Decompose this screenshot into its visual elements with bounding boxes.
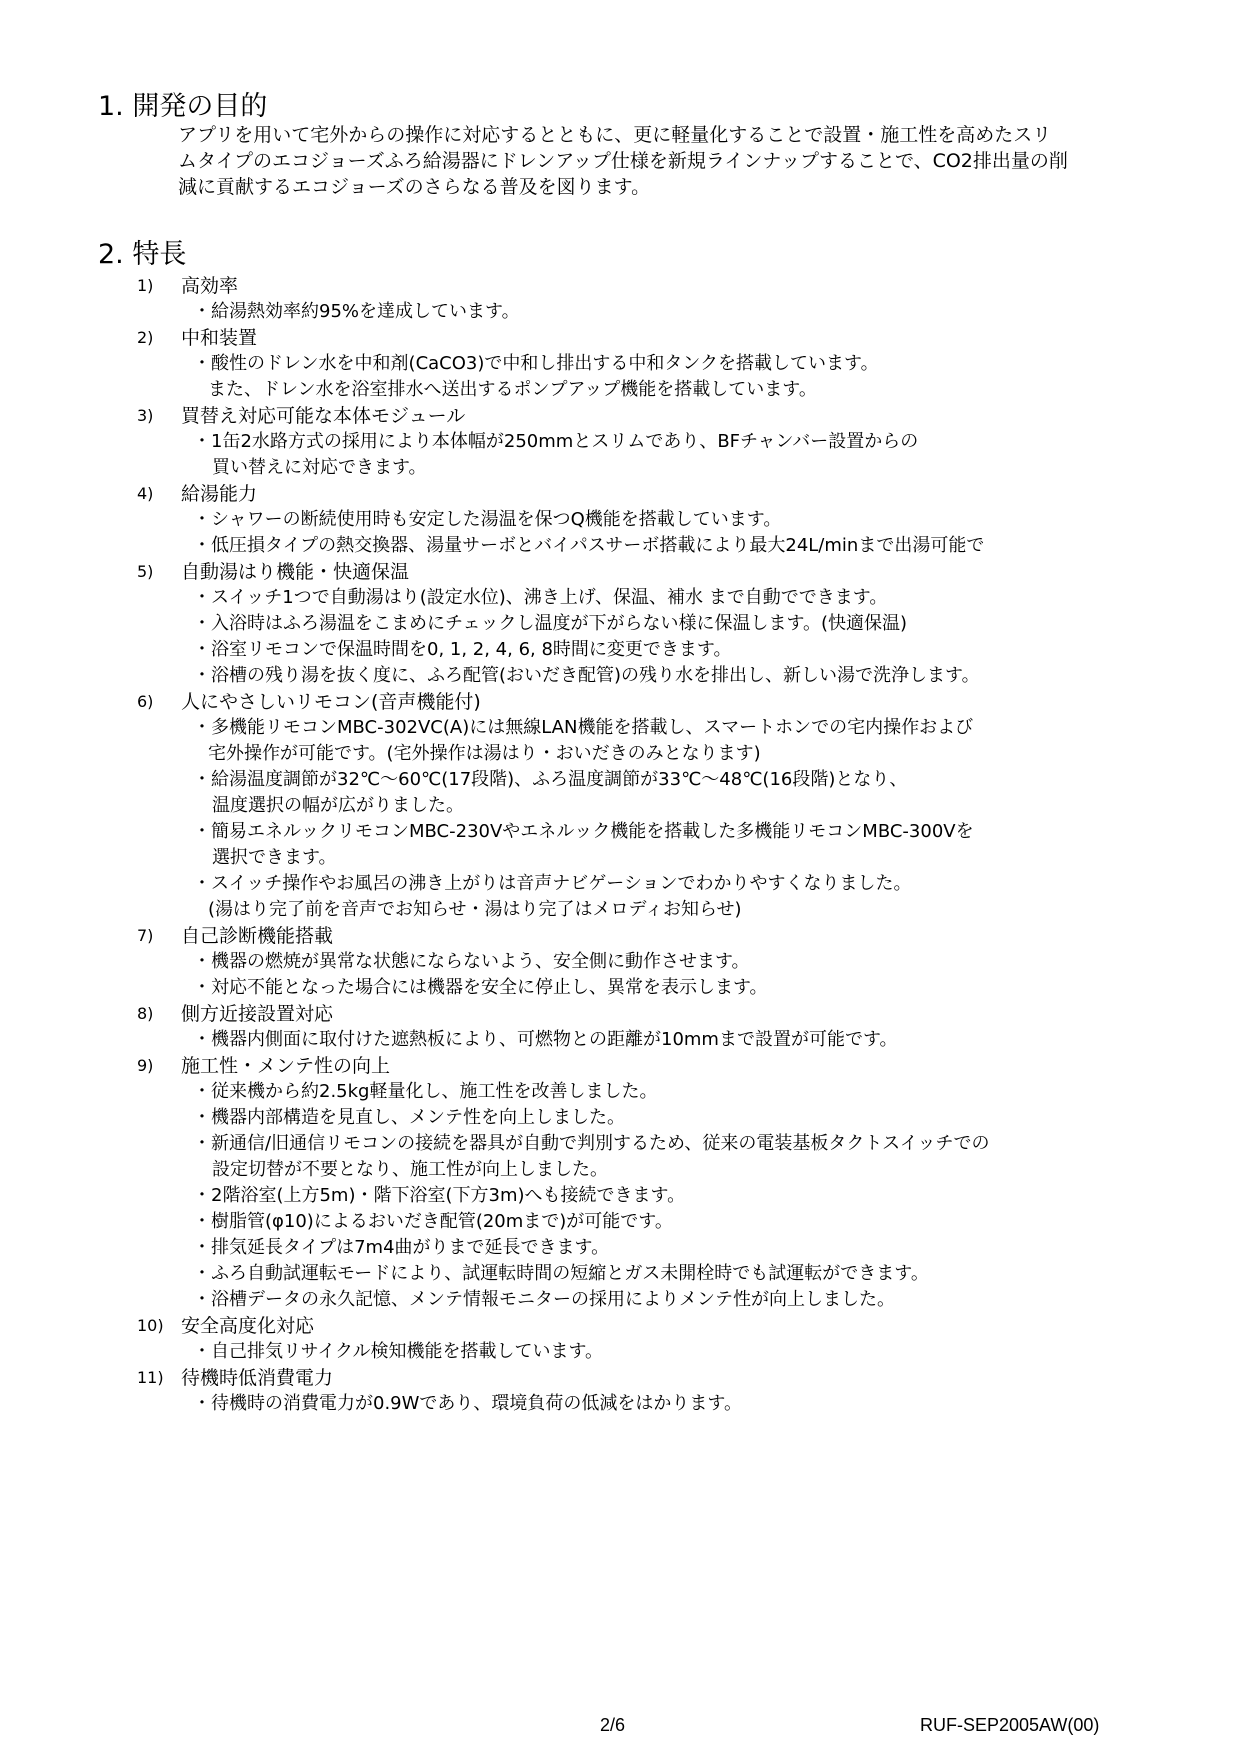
document-code: RUF-SEP2005AW(00) — [920, 1715, 1100, 1735]
bullet-line: ・浴室リモコンで保温時間を0, 1, 2, 4, 6, 8時間に変更できます。 — [193, 639, 732, 660]
bullet-line: ・ふろ自動試運転モードにより、試運転時間の短縮とガス未開栓時でも試運転ができます。 — [193, 1263, 929, 1284]
bullet-line: ・樹脂管(φ10)によるおいだき配管(20mまで)が可能です。 — [193, 1211, 673, 1232]
continuation-line: 温度選択の幅が広がりました。 — [212, 795, 464, 816]
item-title: 施工性・メンテ性の向上 — [181, 1055, 391, 1077]
bullet-line: ・給湯温度調節が32℃～60℃(17段階)、ふろ温度調節が33℃～48℃(16段階)となり、 — [193, 769, 908, 790]
continuation-line: 買い替えに対応できます。 — [212, 457, 427, 478]
bullet-line: ・2階浴室(上方5m)・階下浴室(下方3m)へも接続できます。 — [193, 1185, 686, 1206]
bullet-line: ・機器内部構造を見直し、メンテ性を向上しました。 — [193, 1107, 625, 1128]
bullet-line: ・給湯熱効率約95%を達成しています。 — [193, 301, 520, 322]
bullet-line: ・自己排気リサイクル検知機能を搭載しています。 — [193, 1341, 604, 1362]
bullet-line: ・新通信/旧通信リモコンの接続を器具が自動で判別するため、従来の電装基板タクトスイッチでの — [193, 1133, 990, 1154]
item-title: 待機時低消費電力 — [181, 1367, 334, 1389]
bullet-line: ・従来機から約2.5kg軽量化し、施工性を改善しました。 — [193, 1081, 658, 1102]
bullet-line: ・排気延長タイプは7m4曲がりまで延長できます。 — [193, 1237, 610, 1258]
item-number: 4) — [137, 484, 154, 503]
bullet-line: ・機器の燃焼が異常な状態にならないよう、安全側に動作させます。 — [193, 951, 750, 972]
item-number: 7) — [137, 926, 154, 945]
bullet-line: ・簡易エネルックリモコンMBC-230Vやエネルック機能を搭載した多機能リモコンMBC-300Vを — [193, 821, 974, 842]
item-title: 自己診断機能搭載 — [181, 925, 334, 947]
body-line: ムタイプのエコジョーズふろ給湯器にドレンアップ仕様を新規ラインナップすることで、CO2排出量の削 — [178, 150, 1068, 172]
bullet-line: ・1缶2水路方式の採用により本体幅が250mmとスリムであり、BFチャンバー設置からの — [193, 431, 919, 452]
item-title: 買替え対応可能な本体モジュール — [181, 405, 466, 427]
bullet-line: ・機器内側面に取付けた遮熱板により、可燃物との距離が10mmまで設置が可能です。 — [193, 1029, 898, 1050]
item-number: 8) — [137, 1004, 154, 1023]
section-1-title: 1. 開発の目的 — [98, 91, 268, 122]
bullet-line: ・多機能リモコンMBC-302VC(A)には無線LAN機能を搭載し、スマートホンでの宅内操作および — [193, 717, 974, 738]
body-line: アプリを用いて宅外からの操作に対応するとともに、更に軽量化することで設置・施工性を高めたスリ — [178, 124, 1052, 146]
continuation-line: (湯はり完了前を音声でお知らせ・湯はり完了はメロディお知らせ) — [208, 899, 742, 920]
item-number: 6) — [137, 692, 154, 711]
bullet-line: ・対応不能となった場合には機器を安全に停止し、異常を表示します。 — [193, 977, 768, 998]
item-title: 中和装置 — [181, 327, 258, 349]
item-number: 11) — [137, 1368, 164, 1387]
continuation-line: 設定切替が不要となり、施工性が向上しました。 — [212, 1159, 608, 1180]
continuation-line: 選択できます。 — [212, 847, 337, 868]
item-title: 高効率 — [181, 275, 239, 297]
body-line: 減に貢献するエコジョーズのさらなる普及を図ります。 — [178, 176, 651, 198]
item-title: 人にやさしいリモコン(音声機能付) — [181, 691, 481, 713]
bullet-line: ・シャワーの断続使用時も安定した湯温を保つQ機能を搭載しています。 — [193, 509, 782, 530]
item-number: 5) — [137, 562, 154, 581]
bullet-line: ・スイッチ1つで自動湯はり(設定水位)、沸き上げ、保温、補水 まで自動でできます。 — [193, 587, 888, 608]
page-number: 2/6 — [600, 1715, 626, 1735]
bullet-line: ・スイッチ操作やお風呂の沸き上がりは音声ナビゲーションでわかりやすくなりました。 — [193, 873, 912, 894]
item-number: 9) — [137, 1056, 154, 1075]
continuation-line: また、ドレン水を浴室排水へ送出するポンプアップ機能を搭載しています。 — [208, 379, 817, 400]
bullet-line: ・酸性のドレン水を中和剤(CaCO3)で中和し排出する中和タンクを搭載しています。 — [193, 353, 879, 374]
section-2-title: 2. 特長 — [98, 239, 187, 270]
item-title: 安全高度化対応 — [181, 1315, 315, 1337]
bullet-line: ・入浴時はふろ湯温をこまめにチェックし温度が下がらない様に保温します。(快適保温) — [193, 613, 908, 634]
bullet-line: ・待機時の消費電力が0.9Wであり、環境負荷の低減をはかります。 — [193, 1393, 742, 1414]
item-title: 自動湯はり機能・快適保温 — [181, 561, 410, 583]
bullet-line: ・低圧損タイプの熱交換器、湯量サーボとバイパスサーボ搭載により最大24L/minまで出湯可能で — [193, 535, 985, 556]
bullet-line: ・浴槽の残り湯を抜く度に、ふろ配管(おいだき配管)の残り水を排出し、新しい湯で洗浄します。 — [193, 665, 980, 686]
item-number: 2) — [137, 328, 154, 347]
item-title: 側方近接設置対応 — [181, 1003, 334, 1025]
item-title: 給湯能力 — [181, 483, 258, 505]
item-number: 1) — [137, 276, 154, 295]
item-number: 10) — [137, 1316, 164, 1335]
section-1-body — [178, 122, 1178, 200]
continuation-line: 宅外操作が可能です。(宅外操作は湯はり・おいだきのみとなります) — [208, 743, 761, 764]
bullet-line: ・浴槽データの永久記憶、メンテ情報モニターの採用によりメンテ性が向上しました。 — [193, 1289, 895, 1310]
item-number: 3) — [137, 406, 154, 425]
